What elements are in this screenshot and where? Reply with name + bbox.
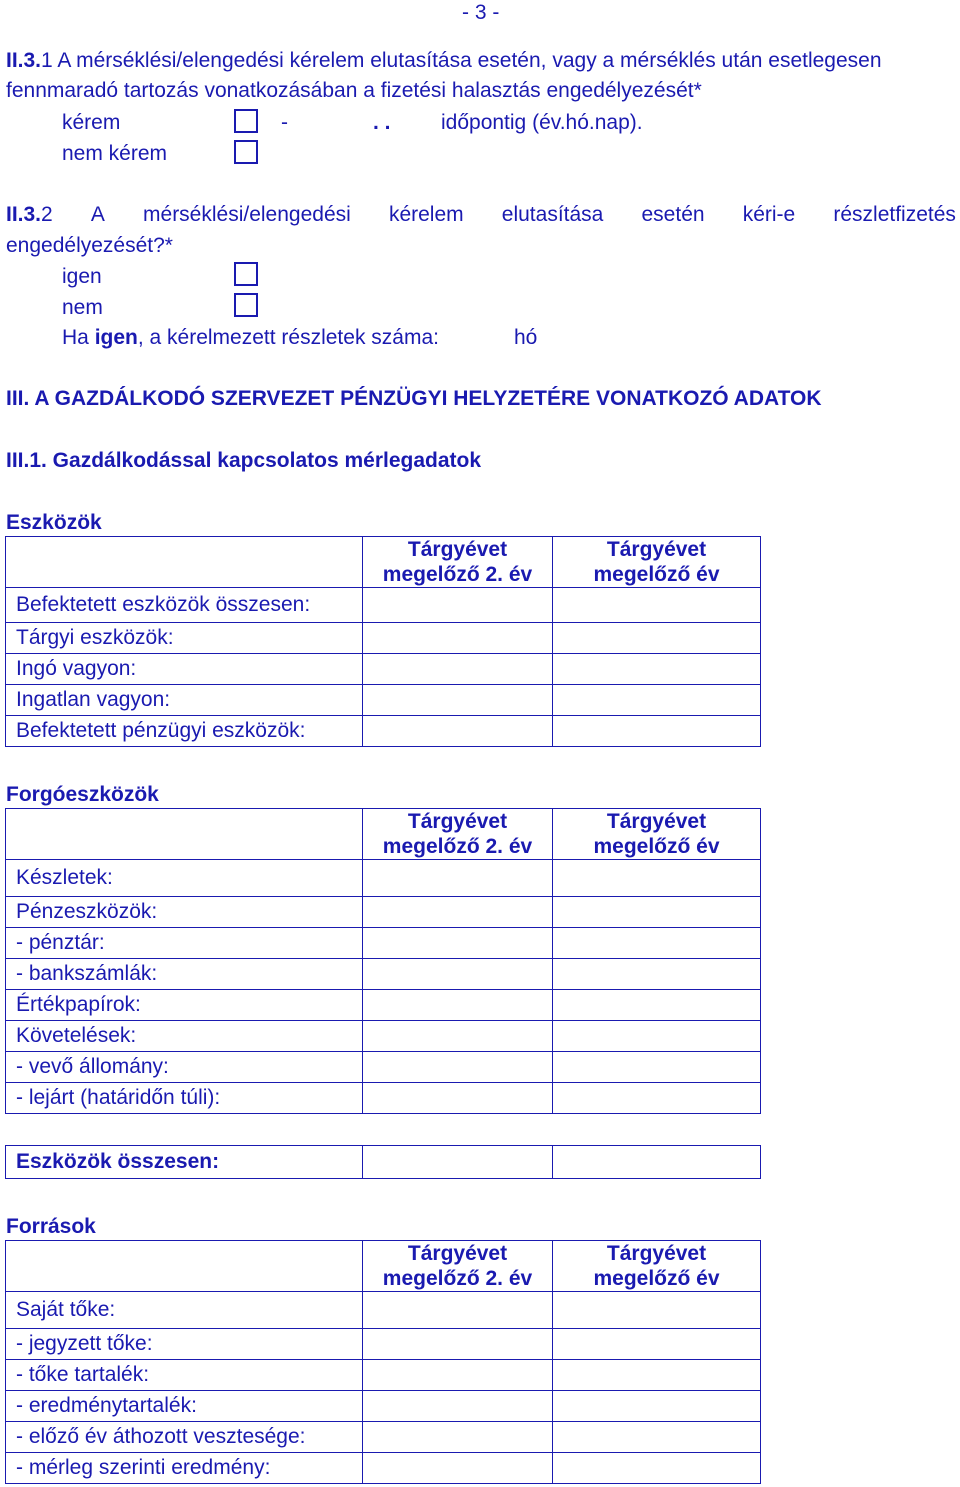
- value-cell-prev1[interactable]: [553, 654, 761, 685]
- section-232-word: mérséklési/elengedési: [143, 203, 351, 226]
- total-label: Eszközök összesen:: [6, 1146, 363, 1179]
- value-cell-prev2[interactable]: [363, 1329, 553, 1360]
- col-header-prev2: Tárgyévet megelőző 2. év: [363, 1241, 553, 1292]
- col-header-prev2: Tárgyévet megelőző 2. év: [363, 537, 553, 588]
- value-cell-prev2[interactable]: [363, 588, 553, 623]
- col-header-prev1: Tárgyévet megelőző év: [553, 809, 761, 860]
- value-cell-prev1[interactable]: [553, 990, 761, 1021]
- table-corner: [6, 809, 363, 860]
- col-header-prev1: Tárgyévet megelőző év: [553, 537, 761, 588]
- value-cell-prev1[interactable]: [553, 1083, 761, 1114]
- value-cell-prev2[interactable]: [363, 1453, 553, 1484]
- section-3-title: III. A GAZDÁLKODÓ SZERVEZET PÉNZÜGYI HELYZETÉRE VONATKOZÓ ADATOK: [6, 387, 822, 410]
- row-label: - pénztár:: [6, 928, 363, 959]
- value-cell-prev1[interactable]: [553, 588, 761, 623]
- section-232-line2: engedélyezését?*: [6, 234, 173, 257]
- value-cell-prev2[interactable]: [363, 1083, 553, 1114]
- value-cell-prev1[interactable]: [553, 1329, 761, 1360]
- value-cell-prev1[interactable]: [553, 897, 761, 928]
- installments-bold: igen: [94, 326, 138, 349]
- value-cell-prev2[interactable]: [363, 1422, 553, 1453]
- total-table: [5, 1145, 761, 1179]
- row-label: Saját tőke:: [6, 1292, 363, 1329]
- value-cell-prev1[interactable]: [553, 685, 761, 716]
- section-232-word: kéri-e: [742, 203, 796, 226]
- option-kerem-label: kérem: [62, 111, 121, 134]
- section-231-text-line2: fennmaradó tartozás vonatkozásában a fizetési halasztás engedélyezését*: [6, 79, 702, 102]
- section-231-number-suffix: 1: [41, 49, 53, 72]
- value-cell-prev2[interactable]: [363, 685, 553, 716]
- installments-unit: hó: [514, 326, 538, 349]
- row-label: Befektetett eszközök összesen:: [6, 588, 363, 623]
- section-232-number-suffix: 2: [41, 203, 53, 226]
- row-label: - bankszámlák:: [6, 959, 363, 990]
- row-label: - lejárt (határidőn túli):: [6, 1083, 363, 1114]
- row-label: Ingó vagyon:: [6, 654, 363, 685]
- row-label: Befektetett pénzügyi eszközök:: [6, 716, 363, 747]
- value-cell-prev1[interactable]: [553, 1021, 761, 1052]
- value-cell-prev1[interactable]: [553, 1422, 761, 1453]
- value-cell-prev2[interactable]: [363, 897, 553, 928]
- section-232-word: A: [90, 203, 105, 226]
- value-cell-prev2[interactable]: [363, 990, 553, 1021]
- option-nem-kerem-checkbox[interactable]: [234, 140, 258, 164]
- option-nem-checkbox[interactable]: [234, 293, 258, 317]
- row-label: - tőke tartalék:: [6, 1360, 363, 1391]
- row-label: Értékpapírok:: [6, 990, 363, 1021]
- row-label: - eredménytartalék:: [6, 1391, 363, 1422]
- value-cell-prev1[interactable]: [553, 860, 761, 897]
- value-cell-prev1[interactable]: [553, 716, 761, 747]
- value-cell-prev2[interactable]: [363, 623, 553, 654]
- forrasok-title: Források: [6, 1215, 96, 1238]
- row-label: Pénzeszközök:: [6, 897, 363, 928]
- value-cell-prev1[interactable]: [553, 1292, 761, 1329]
- col-header-prev1: Tárgyévet megelőző év: [553, 1241, 761, 1292]
- date-dash: -: [281, 111, 288, 134]
- forgoeszkozok-table: [5, 808, 761, 1114]
- row-label: - mérleg szerinti eredmény:: [6, 1453, 363, 1484]
- date-label: időpontig (év.hó.nap).: [441, 111, 643, 134]
- section-231-number: II.3.: [6, 49, 42, 72]
- section-232-word: elutasítása: [501, 203, 604, 226]
- value-cell-prev2[interactable]: [363, 1391, 553, 1422]
- row-label: Tárgyi eszközök:: [6, 623, 363, 654]
- option-igen-checkbox[interactable]: [234, 262, 258, 286]
- value-cell-prev1[interactable]: [553, 1391, 761, 1422]
- section-232-word: kérelem: [388, 203, 464, 226]
- value-cell-prev1[interactable]: [553, 1360, 761, 1391]
- value-cell-prev2[interactable]: [363, 928, 553, 959]
- value-cell-prev1[interactable]: [553, 959, 761, 990]
- value-cell-prev1[interactable]: [553, 623, 761, 654]
- col-header-prev2: Tárgyévet megelőző 2. év: [363, 809, 553, 860]
- total-value-prev1[interactable]: [553, 1146, 761, 1179]
- date-dots: . .: [373, 111, 391, 134]
- value-cell-prev2[interactable]: [363, 1360, 553, 1391]
- table-corner: [6, 537, 363, 588]
- section-231-heading: [6, 50, 882, 71]
- value-cell-prev1[interactable]: [553, 1052, 761, 1083]
- option-igen-label: igen: [62, 265, 102, 288]
- installments-label: [62, 327, 439, 348]
- section-232-number: II.3.: [6, 203, 42, 226]
- table-corner: [6, 1241, 363, 1292]
- installments-post: , a kérelmezett részletek száma:: [137, 326, 439, 349]
- value-cell-prev2[interactable]: [363, 1052, 553, 1083]
- row-label: Készletek:: [6, 860, 363, 897]
- row-label: - vevő állomány:: [6, 1052, 363, 1083]
- row-label: Ingatlan vagyon:: [6, 685, 363, 716]
- value-cell-prev2[interactable]: [363, 959, 553, 990]
- section-232-word: esetén: [641, 203, 705, 226]
- value-cell-prev2[interactable]: [363, 1292, 553, 1329]
- page-number: - 3 -: [462, 1, 500, 24]
- installments-pre: Ha: [62, 326, 95, 349]
- section-31-title: III.1. Gazdálkodással kapcsolatos mérlegadatok: [6, 449, 482, 472]
- forrasok-table: [5, 1240, 761, 1484]
- option-nem-kerem-label: nem kérem: [62, 142, 168, 165]
- total-value-prev2[interactable]: [363, 1146, 553, 1179]
- option-kerem-checkbox[interactable]: [234, 109, 258, 133]
- value-cell-prev1[interactable]: [553, 928, 761, 959]
- section-232-heading: [6, 204, 956, 225]
- value-cell-prev2[interactable]: [363, 860, 553, 897]
- value-cell-prev2[interactable]: [363, 654, 553, 685]
- eszkozok-title: Eszközök: [6, 511, 102, 534]
- value-cell-prev2[interactable]: [363, 1021, 553, 1052]
- section-231-text-line1: A mérséklési/elengedési kérelem elutasítása esetén, vagy a mérséklés után esetlegesen: [52, 49, 882, 72]
- eszkozok-table: [5, 536, 761, 747]
- value-cell-prev2[interactable]: [363, 716, 553, 747]
- option-nem-label: nem: [62, 296, 103, 319]
- row-label: - előző év áthozott vesztesége:: [6, 1422, 363, 1453]
- forgoeszkozok-title: Forgóeszközök: [6, 783, 159, 806]
- section-232-word: részletfizetés: [833, 203, 956, 226]
- row-label: Követelések:: [6, 1021, 363, 1052]
- value-cell-prev1[interactable]: [553, 1453, 761, 1484]
- row-label: - jegyzett tőke:: [6, 1329, 363, 1360]
